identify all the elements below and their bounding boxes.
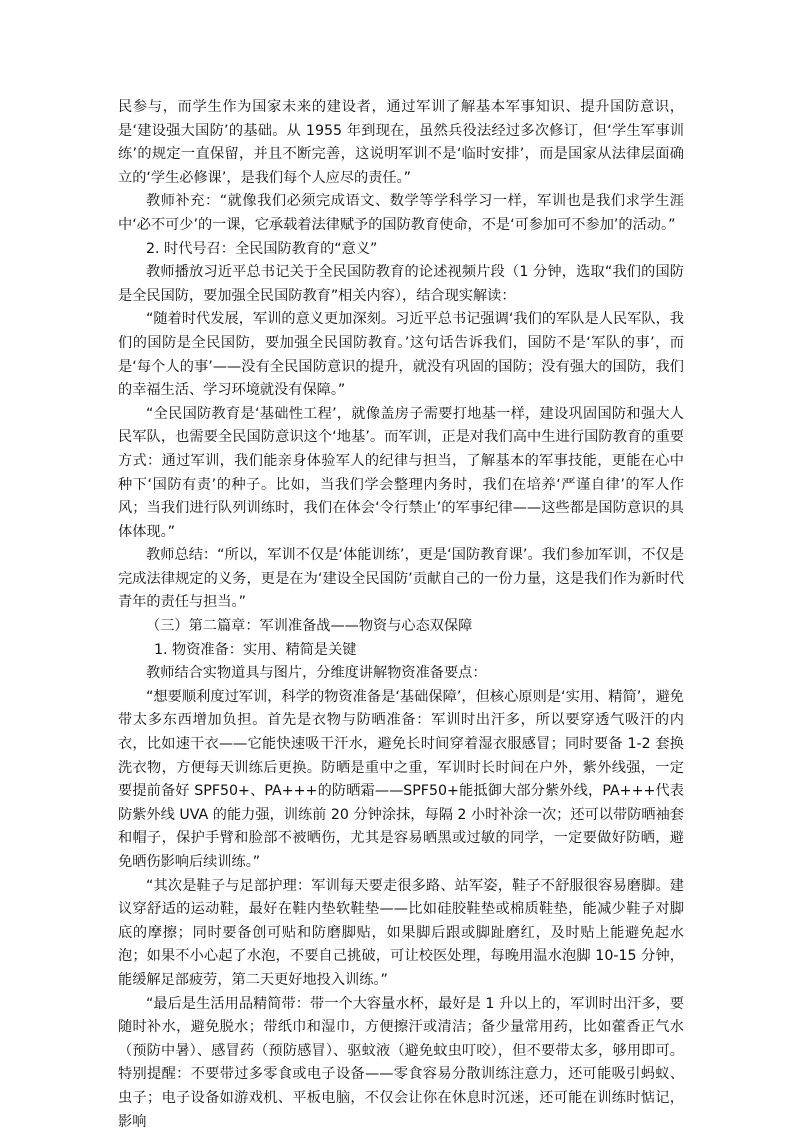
quote-paragraph: “随着时代发展，军训的意义更加深刻。习近平总书记强调‘我们的军队是人民军队，我们的国防是全民国防，要加强全民国防教育。’这句话告诉我们，国防不是‘军队的事’，而是‘每个人的事’——没有全民国防意识的提升，就没有巩固的国防；没有强大的国防，我们的幸福生活、学习环境就没有保障。” xyxy=(118,311,684,399)
quote-paragraph: “其次是鞋子与足部护理：军训每天要走很多路、站军姿，鞋子不舒服很容易磨脚。建议穿舒适的运动鞋，最好在鞋内垫软鞋垫——比如硅胶鞋垫或棉质鞋垫，能减少鞋子对脚底的摩擦；同时要备创可贴和防磨脚贴，如果脚后跟或脚趾磨红，及时贴上能避免起水泡；如果不小心起了水泡，不要自己挑破，可让校医处理，每晚用温水泡脚 10-15 分钟，能缓解足部疲劳，第二天更好地投入训练。” xyxy=(118,877,684,988)
body-paragraph: 民参与，而学生作为国家未来的建设者，通过军训了解基本军事知识、提升国防意识，是‘建设强大国防’的基础。从 1955 年到现在，虽然兵役法经过多次修订，但‘学生军事训练’的规定一直保留，并且不断完善，这说明军训不是‘临时安排’，而是国家从法律层面确立的‘学生必修课’，是我们每个人应尽的责任。” xyxy=(118,99,684,186)
section-heading: 2. 时代号召：全民国防教育的“意义” xyxy=(146,240,378,257)
body-paragraph: 教师总结：“所以，军训不仅是‘体能训练’，更是‘国防教育课’。我们参加军训，不仅是完成法律规定的义务，更是在为‘建设全民国防’贡献自己的一份力量，这是我们作为新时代青年的责任与担当。” xyxy=(118,547,684,611)
body-paragraph: 教师结合实物道具与图片，分维度讲解物资准备要点： xyxy=(146,665,487,682)
quote-paragraph: “想要顺利度过军训，科学的物资准备是‘基础保障’，但核心原则是‘实用、精简’，避免带太多东西增加负担。首先是衣物与防晒准备：军训时出汗多，所以要穿透气吸汗的内衣，比如速干衣——它能快速吸干汗水，避免长时间穿着湿衣服感冒；同时要备 1-2 套换洗衣物，方便每天训练后更换。防晒是重中之重，军训时长时间在户外，紫外线强，一定要提前备好 SPF50+、PA+++的防晒霜——SPF50+能抵御大部分紫外线，PA+++代表防紫外线 UVA 的能力强，训练前 20 分钟涂抹，每隔 2 小时补涂一次；还可以带防晒袖套和帽子，保护手臂和脸部不被晒伤，尤其是容易晒黑或过敏的同学，一定要做好防晒，避免晒伤影响后续训练。” xyxy=(118,688,684,870)
quote-paragraph: “全民国防教育是‘基础性工程’，就像盖房子需要打地基一样，建设巩固国防和强大人民军队，也需要全民国防意识这个‘地基’。而军训，正是对我们高中生进行国防教育的重要方式：通过军训，我们能亲身体验军人的纪律与担当，了解基本的军事技能，更能在心中种下‘国防有责’的种子。比如，当我们学会整理内务时，我们在培养‘严谨自律’的军人作风；当我们进行队列训练时，我们在体会‘令行禁止’的军事纪律——这些都是国防意识的具体体现。” xyxy=(118,405,684,540)
body-paragraph: 教师补充：“就像我们必须完成语文、数学等学科学习一样，军训也是我们求学生涯中‘必不可少’的一课，它承载着法律赋予的国防教育使命，不是‘可参加可不参加’的活动。” xyxy=(118,193,684,233)
chapter-heading: （三）第二篇章：军训准备战——物资与心态双保障 xyxy=(146,618,473,635)
section-heading: 1. 物资准备：实用、精简是关键 xyxy=(154,641,357,658)
document-page xyxy=(118,96,684,1134)
quote-paragraph: “最后是生活用品精简带：带一个大容量水杯，最好是 1 升以上的，军训时出汗多，要随时补水，避免脱水；带纸巾和湿巾，方便擦汗或清洁；备少量常用药，比如藿香正气水（预防中暑）、感冒药（预防感冒）、驱蚊液（避免蚊虫叮咬），但不要带太多，够用即可。特别提醒：不要带过多零食或电子设备——零食容易分散训练注意力，还可能吸引蚂蚁、虫子；电子设备如游戏机、平板电脑，不仅会让你在休息时沉迷，还可能在训练时惦记，影响 xyxy=(118,995,684,1130)
body-paragraph: 教师播放习近平总书记关于全民国防教育的论述视频片段（1 分钟，选取“我们的国防是全民国防，要加强全民国防教育”相关内容），结合现实解读： xyxy=(118,264,684,304)
